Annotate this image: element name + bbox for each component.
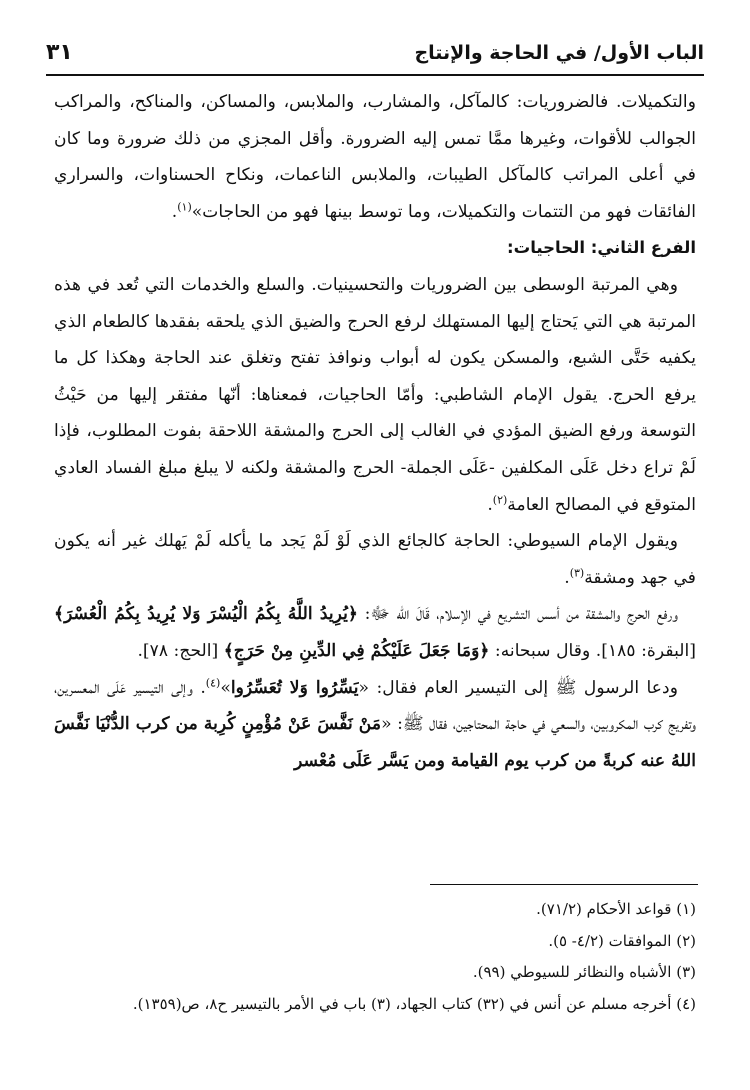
section-heading-wrap	[54, 230, 696, 267]
paragraph-3	[54, 523, 696, 596]
quran-verse-2: ﴿وَمَا جَعَلَ عَلَيْكُمْ فِي الدِّينِ مِنْ حَرَجٍ﴾	[223, 640, 490, 661]
main-text	[54, 84, 696, 779]
page-header	[46, 38, 704, 76]
page-number: ٣١	[46, 40, 73, 65]
paragraph-4-text-b: [البقرة: ١٨٥]. وقال سبحانه:	[489, 640, 696, 661]
quran-verse-1: ﴿يُرِيدُ اللَّهُ بِكُمُ الْيُسْرَ وَلا يُرِيدُ بِكُمُ الْعُسْرَ﴾	[54, 604, 358, 625]
footnote-ref-2: (٢)	[492, 492, 508, 506]
hadith-1: يَسِّرُوا وَلا تُعَسِّرُوا	[230, 677, 359, 698]
paragraph-1-text: والتكميلات. فالضروريات: كالمآكل، والمشارب، والملابس، والمساكن، والمناكح، والمراكب الجوالب للأقوات، وغيرها ممَّا تمس إليه الضرورة. وأقل المجزي من ذلك ضرورة وما كان في أعلى المراتب كالمآكل الطيبات، والملابس الناعمات، ونكاح الحسناوات، والسراري الفائقات فهو من التتمات والتكميلات، وما توسط بينها فهو من الحاجات»	[54, 92, 696, 222]
paragraph-5-text-c: . وإلى التيسير عَلَى المعسرين، وتفريج كرب المكروبين، والسعي في حاجة المحتاجين، فقال ﷺ: «	[54, 677, 696, 735]
footnote-3: (٣) الأشباه والنظائر للسيوطي (٩٩).	[472, 963, 696, 981]
footnote-divider	[430, 884, 698, 885]
paragraph-2	[54, 267, 696, 523]
section-heading: الفرع الثاني: الحاجيات:	[507, 238, 696, 258]
paragraph-5-text-a: ودعا الرسول ﷺ إلى التيسير العام فقال: «	[358, 677, 678, 698]
footnote-ref-3: (٣)	[569, 565, 585, 579]
paragraph-1-end: .	[171, 201, 178, 222]
paragraph-5-text-b: »	[220, 677, 231, 698]
paragraph-2-end: .	[487, 494, 493, 515]
footnote-ref-1: (١)	[177, 200, 192, 214]
paragraph-3-end: .	[564, 567, 570, 588]
paragraph-4-text-a: ورفع الحرج والمشقة من أسس التشريع في الإسلام، قَالَ الله ﷻ:	[358, 604, 678, 625]
paragraph-3-text: ويقول الإمام السيوطي: الحاجة كالجائع الذي لَوْ لَمْ يَجد ما يأكله لَمْ يَهلك غير أنه يكون في جهد ومشقة	[54, 531, 696, 588]
paragraph-4-text-c: [الحج: ٧٨].	[137, 640, 224, 661]
paragraph-2-text: وهي المرتبة الوسطى بين الضروريات والتحسينيات. والسلع والخدمات التي تُعد في هذه المرتبة هي التي يَحتاج إليها المستهلك لرفع الحرج والضيق الذي يلحقه بفقدها كالطعام الذي يكفيه حَتَّى الشبع، والمسكن يكون له أبواب ونوافذ تفتح وتغلق عند الحاجة وهكذا كل ما يرفع الحرج. يقول الإمام الشاطبي: وأمّا الحاجيات، فمعناها: أنّها مفتقر إليها من حَيْثُ التوسعة ورفع الضيق المؤدي في الغالب إلى الحرج والمشقة اللاحقة بفوت المطلوب، فإذا لَمْ تراع دخل عَلَى المكلفين -عَلَى الجملة- الحرج والمشقة ولكنه لا يبلغ مبلغ الفساد العادي المتوقع في المصالح العامة	[54, 274, 696, 515]
footnote-1: (١) قواعد الأحكام (٧١/٢).	[536, 900, 696, 918]
paragraph-1	[54, 84, 696, 230]
footnote-2: (٢) الموافقات (٤/٢- ٥).	[548, 931, 696, 950]
hadith-2: مَنْ نَفَّسَ عَنْ مُؤْمِنٍ كُرِبة من كرب الدُّنْيَا نَفَّسَ اللهُ عنه كربةً من كرب يوم القيامة ومن يَسَّر عَلَى مُعْسر	[54, 714, 696, 771]
paragraph-5	[54, 670, 696, 780]
footnote-4: (٤) أخرجه مسلم عن أنس في (٣٢) كتاب الجهاد، (٣) باب في الأمر بالتيسير ح٨، ص(١٣٥٩).	[132, 994, 696, 1013]
footnote-ref-4: (٤)	[205, 675, 221, 689]
paragraph-4	[54, 596, 696, 669]
footnotes	[54, 894, 696, 1020]
running-title: الباب الأول/ في الحاجة والإنتاج	[414, 42, 704, 64]
